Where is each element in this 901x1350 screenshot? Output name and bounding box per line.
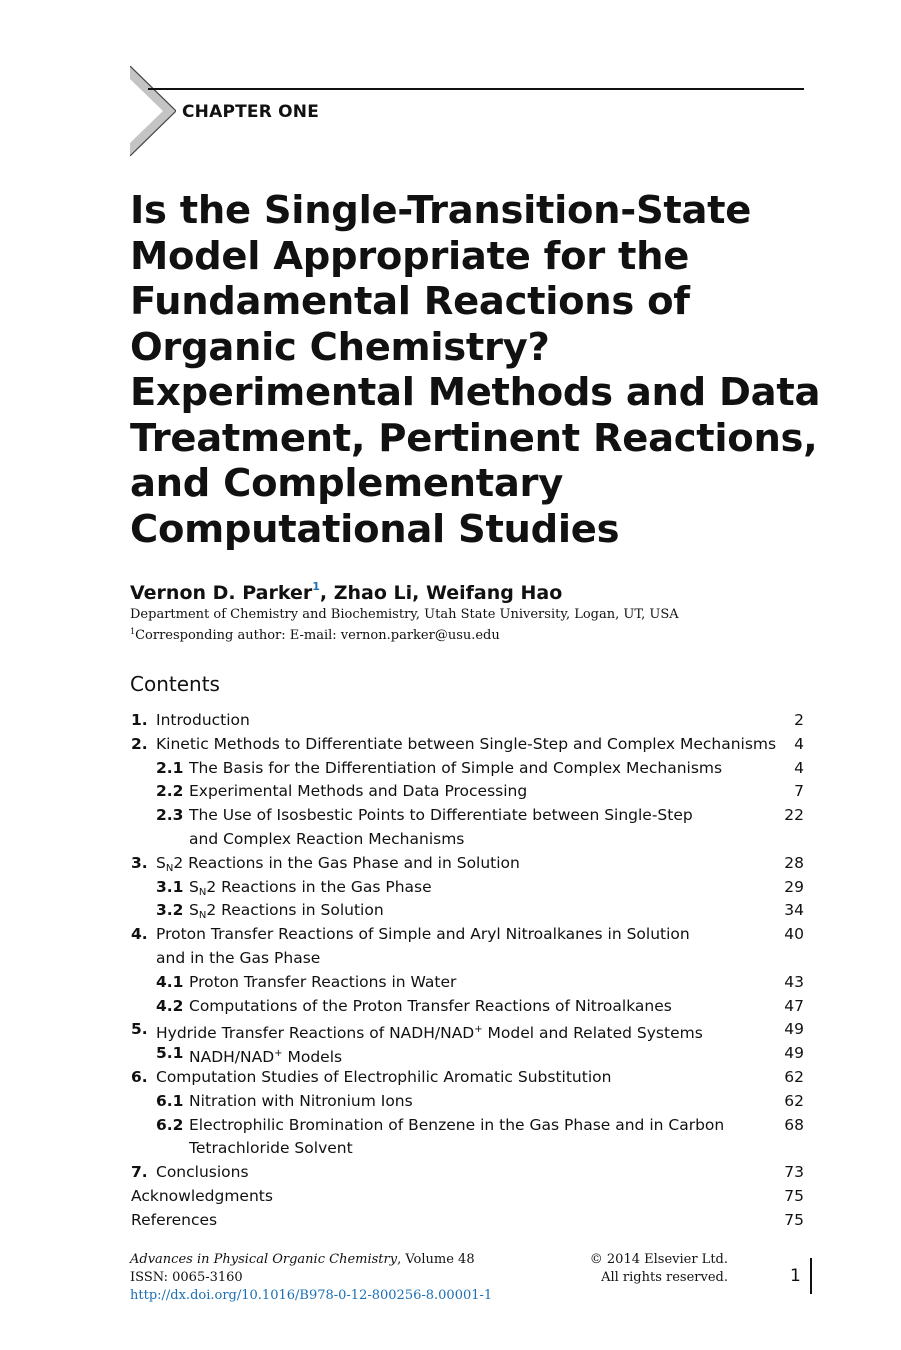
toc-entry-number: 4.2 <box>156 996 184 1015</box>
toc-entry-title <box>156 1161 249 1185</box>
toc-entry-title <box>189 995 672 1019</box>
toc-entry-number: 4.1 <box>156 972 184 991</box>
toc-entry-number: 2. <box>131 734 148 753</box>
toc-entry[interactable] <box>0 1018 901 1042</box>
table-of-contents <box>0 709 901 1233</box>
affiliation: Department of Chemistry and Biochemistry, Utah State University, Logan, UT, USA <box>130 607 679 622</box>
toc-entry-continuation: and Complex Reaction Mechanisms <box>189 829 465 848</box>
title-line: Computational Studies <box>130 506 620 552</box>
toc-entry[interactable] <box>0 709 901 733</box>
coauthor-names: , Zhao Li, Weifang Hao <box>319 582 563 604</box>
chapter-chevron-icon <box>130 66 176 156</box>
toc-entry-title <box>131 1185 273 1209</box>
toc-entry[interactable] <box>0 923 901 947</box>
toc-entry[interactable] <box>0 971 901 995</box>
title-line: and Complementary <box>130 461 564 506</box>
toc-title-prefix: S <box>189 901 199 920</box>
title-line: Is the Single-Transition-State <box>130 188 752 233</box>
toc-title-suffix: Model and Related Systems <box>482 1024 703 1043</box>
toc-title-text: Proton Transfer Reactions of Simple and Aryl Nitroalkanes in Solution <box>156 925 690 944</box>
toc-page-number: 34 <box>784 901 804 920</box>
toc-entry[interactable] <box>0 1137 901 1161</box>
toc-title-text: Electrophilic Bromination of Benzene in the Gas Phase and in Carbon <box>189 1115 725 1134</box>
corresponding-mark: 1 <box>130 627 136 636</box>
toc-page-number: 4 <box>794 734 804 753</box>
toc-title-text: Introduction <box>156 711 250 729</box>
corresponding-author-link[interactable]: 1 <box>312 580 320 593</box>
contents-heading: Contents <box>130 672 220 696</box>
toc-entry[interactable] <box>0 899 901 923</box>
toc-title-text: 2 Reactions in the Gas Phase and in Solution <box>173 853 520 872</box>
toc-entry[interactable] <box>0 1185 901 1209</box>
toc-entry[interactable] <box>0 876 901 900</box>
toc-entry-number: 3.2 <box>156 901 184 920</box>
toc-page-number: 73 <box>784 1163 804 1182</box>
toc-entry[interactable] <box>0 1114 901 1138</box>
toc-entry[interactable] <box>0 1066 901 1090</box>
toc-entry[interactable] <box>0 804 901 828</box>
toc-title-text: Experimental Methods and Data Processing <box>189 782 528 801</box>
toc-entry-title <box>131 1209 217 1233</box>
chapter-label: CHAPTER ONE <box>182 102 320 122</box>
title-line: Fundamental Reactions of <box>130 279 690 324</box>
toc-entry[interactable] <box>0 1209 901 1233</box>
toc-entry-number: 6.2 <box>156 1115 184 1134</box>
journal-name: Advances in Physical Organic Chemistry <box>130 1252 398 1267</box>
toc-entry-title <box>156 923 690 947</box>
toc-page-number: 2 <box>794 711 804 729</box>
toc-entry-title <box>156 709 250 733</box>
page-number-rule <box>810 1258 812 1294</box>
toc-entry-title <box>189 780 527 804</box>
toc-page-number: 7 <box>794 782 804 801</box>
toc-page-number: 75 <box>784 1210 804 1229</box>
toc-title-text: Kinetic Methods to Differentiate between Single-Step and Complex Mechanisms <box>156 734 777 753</box>
toc-entry-number: 3. <box>131 853 148 872</box>
chapter-title <box>130 188 830 552</box>
toc-title-subscript: N <box>165 862 174 874</box>
toc-title-text: The Use of Isosbestic Points to Differentiate between Single-Step <box>189 806 693 825</box>
toc-title-text: Nitration with Nitronium Ions <box>189 1091 413 1110</box>
toc-title-text: NADH/NAD <box>189 1048 275 1067</box>
publication-info <box>130 1251 492 1305</box>
toc-entry[interactable] <box>0 852 901 876</box>
toc-page-number: 29 <box>784 877 804 896</box>
title-line: Organic Chemistry? <box>130 324 550 370</box>
toc-entry-number: 2.1 <box>156 758 184 777</box>
toc-entry-number: 5.1 <box>156 1044 184 1063</box>
author-name: Vernon D. Parker <box>130 582 313 604</box>
copyright: © 2014 Elsevier Ltd. <box>589 1252 728 1267</box>
toc-page-number: 22 <box>784 806 804 825</box>
toc-entry-number: 6. <box>131 1067 148 1086</box>
toc-page-number: 68 <box>784 1115 804 1134</box>
toc-title-superscript: + <box>474 1024 483 1036</box>
page-number: 1 <box>790 1266 801 1286</box>
toc-entry-number: 5. <box>131 1020 148 1039</box>
toc-title-text: Proton Transfer Reactions in Water <box>189 972 457 991</box>
toc-entry-title <box>189 757 722 781</box>
toc-title-text: The Basis for the Differentiation of Simple and Complex Mechanisms <box>189 758 723 777</box>
toc-entry-number: 4. <box>131 925 148 944</box>
toc-entry-title <box>156 1066 611 1090</box>
toc-entry-title <box>189 1090 413 1114</box>
toc-title-text: References <box>131 1210 218 1229</box>
header-rule <box>148 88 804 90</box>
author-list <box>130 580 562 604</box>
toc-title-text: Hydride Transfer Reactions of NADH/NAD <box>156 1024 475 1043</box>
toc-title-subscript: N <box>198 886 207 898</box>
toc-page-number: 4 <box>794 758 804 777</box>
toc-entry[interactable] <box>0 1090 901 1114</box>
copyright-info <box>560 1251 728 1287</box>
toc-entry-title <box>189 971 456 995</box>
toc-title-suffix: Models <box>282 1048 343 1067</box>
toc-page-number: 40 <box>784 925 804 944</box>
toc-page-number: 28 <box>784 853 804 872</box>
toc-entry-number: 6.1 <box>156 1091 184 1110</box>
toc-entry-title <box>189 804 693 828</box>
toc-entry-continuation: Tetrachloride Solvent <box>189 1139 353 1158</box>
corresponding-email: Corresponding author: E-mail: vernon.parker@usu.edu <box>135 628 500 643</box>
toc-entry[interactable] <box>0 828 901 852</box>
doi-link[interactable]: http://dx.doi.org/10.1016/B978-0-12-800256-8.00001-1 <box>130 1288 493 1303</box>
corresponding-author-note <box>130 623 500 644</box>
toc-entry[interactable] <box>0 995 901 1019</box>
title-line: Experimental Methods and Data <box>130 370 821 415</box>
toc-page-number: 49 <box>784 1044 804 1063</box>
toc-title-text: Computation Studies of Electrophilic Aromatic Substitution <box>156 1067 612 1086</box>
toc-entry-continuation: and in the Gas Phase <box>156 948 321 967</box>
toc-title-text: 2 Reactions in Solution <box>206 901 384 920</box>
issn: ISSN: 0065-3160 <box>130 1270 243 1285</box>
toc-entry-number: 7. <box>131 1163 148 1182</box>
toc-page-number: 47 <box>784 996 804 1015</box>
toc-entry-number: 2.2 <box>156 782 184 801</box>
toc-title-text: Conclusions <box>156 1163 249 1182</box>
toc-page-number: 43 <box>784 972 804 991</box>
toc-title-prefix: S <box>156 853 166 872</box>
toc-entry[interactable] <box>0 757 901 781</box>
title-line: Treatment, Pertinent Reactions, <box>130 415 818 461</box>
toc-title-text: Acknowledgments <box>131 1186 273 1205</box>
toc-entry[interactable] <box>0 1161 901 1185</box>
rights: All rights reserved. <box>601 1270 728 1285</box>
toc-title-text: Computations of the Proton Transfer Reactions of Nitroalkanes <box>189 996 672 1015</box>
toc-page-number: 62 <box>784 1091 804 1110</box>
toc-title-text: 2 Reactions in the Gas Phase <box>206 877 432 896</box>
toc-entry-number: 3.1 <box>156 877 184 896</box>
toc-page-number: 62 <box>784 1067 804 1086</box>
toc-entry-title <box>189 1114 724 1138</box>
journal-volume: , Volume 48 <box>397 1252 475 1267</box>
toc-entry-number: 1. <box>131 711 148 729</box>
toc-title-superscript: + <box>274 1048 283 1060</box>
toc-entry[interactable] <box>0 780 901 804</box>
title-line: Model Appropriate for the <box>130 233 690 279</box>
toc-entry-title <box>156 733 776 757</box>
toc-entry-number: 2.3 <box>156 806 184 825</box>
toc-title-prefix: S <box>189 877 199 896</box>
toc-page-number: 75 <box>784 1186 804 1205</box>
toc-title-subscript: N <box>198 910 207 922</box>
toc-page-number: 49 <box>784 1020 804 1039</box>
toc-entry[interactable] <box>0 1042 901 1066</box>
journal-line <box>130 1251 492 1269</box>
toc-entry[interactable] <box>0 733 901 757</box>
toc-entry[interactable] <box>0 947 901 971</box>
